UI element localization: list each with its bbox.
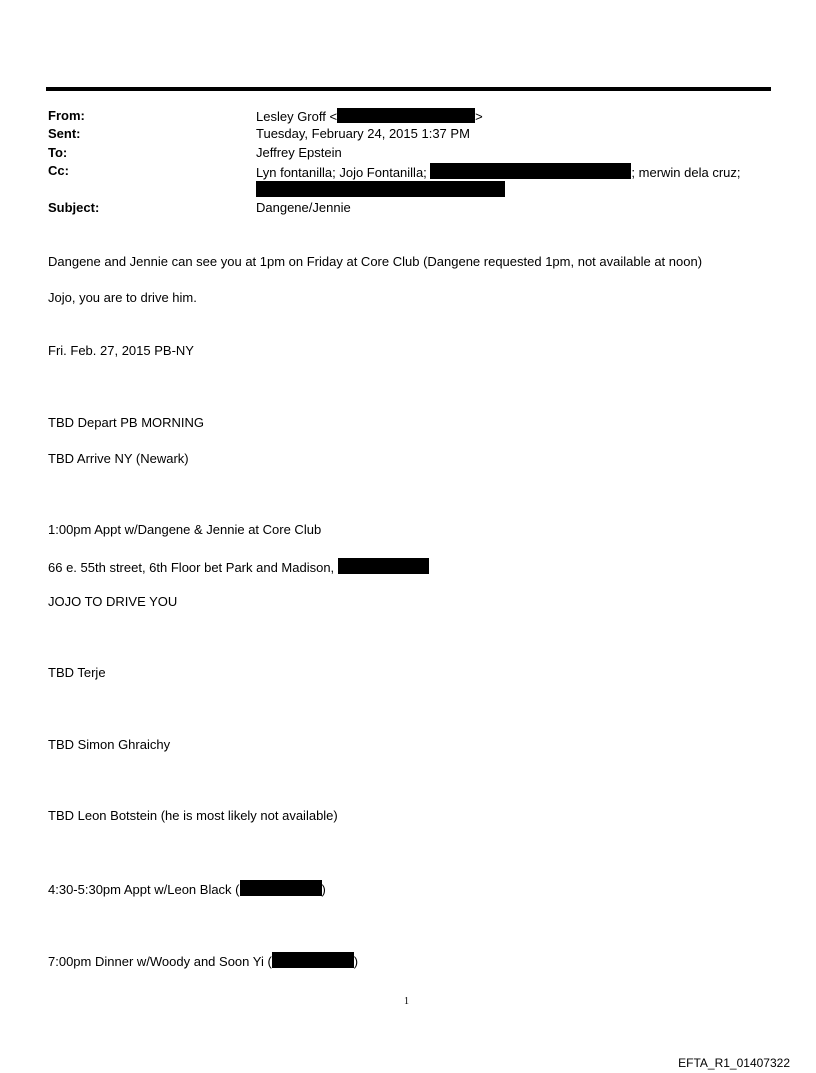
- to-label: To:: [48, 145, 68, 160]
- redaction-block: [430, 163, 631, 179]
- redaction-block: [337, 108, 475, 123]
- itinerary-dinner: [48, 952, 358, 969]
- redaction-block: [240, 880, 322, 896]
- cc-part1: Lyn fontanilla; Jojo Fontanilla;: [256, 165, 431, 180]
- cc-part2: ; merwin dela cruz;: [631, 165, 741, 180]
- leon-black-text: 4:30-5:30pm Appt w/Leon Black (: [48, 882, 240, 897]
- itinerary-depart: TBD Depart PB MORNING: [48, 415, 205, 430]
- leon-black-close: ): [321, 882, 326, 897]
- redaction-block: [272, 952, 354, 968]
- itinerary-leon-black: [48, 880, 326, 897]
- from-label: From:: [48, 108, 85, 123]
- itinerary-appt-core-club: 1:00pm Appt w/Dangene & Jennie at Core Club: [48, 522, 322, 537]
- itinerary-jojo-drive: JOJO TO DRIVE YOU: [48, 594, 178, 609]
- from-name: Lesley Groff <: [256, 109, 338, 124]
- dinner-text: 7:00pm Dinner w/Woody and Soon Yi (: [48, 954, 272, 969]
- sent-label: Sent:: [48, 126, 81, 141]
- itinerary-date: Fri. Feb. 27, 2015 PB-NY: [48, 343, 194, 358]
- itinerary-arrive: TBD Arrive NY (Newark): [48, 451, 189, 466]
- body-driver-note: Jojo, you are to drive him.: [48, 290, 197, 305]
- itinerary-address: [48, 558, 429, 575]
- dinner-close: ): [353, 954, 359, 969]
- from-value: [256, 108, 483, 124]
- page-number: 1: [404, 996, 409, 1007]
- redaction-block: [338, 558, 429, 574]
- to-value: Jeffrey Epstein: [256, 145, 342, 160]
- body-intro: Dangene and Jennie can see you at 1pm on Friday at Core Club (Dangene requested 1pm, not available at noon): [48, 254, 703, 269]
- subject-label: Subject:: [48, 200, 100, 215]
- cc-label: Cc:: [48, 163, 69, 178]
- cc-value: [256, 163, 741, 180]
- itinerary-leon-botstein: TBD Leon Botstein (he is most likely not available): [48, 808, 338, 823]
- document-id: EFTA_R1_01407322: [678, 1056, 790, 1070]
- redaction-block: [256, 181, 505, 197]
- subject-value: Dangene/Jennie: [256, 200, 351, 215]
- itinerary-terje: TBD Terje: [48, 665, 106, 680]
- from-close: >: [475, 109, 483, 124]
- header-rule: [46, 87, 771, 91]
- address-text: 66 e. 55th street, 6th Floor bet Park and Madison,: [48, 560, 338, 575]
- itinerary-simon: TBD Simon Ghraichy: [48, 737, 171, 752]
- sent-value: Tuesday, February 24, 2015 1:37 PM: [256, 126, 470, 141]
